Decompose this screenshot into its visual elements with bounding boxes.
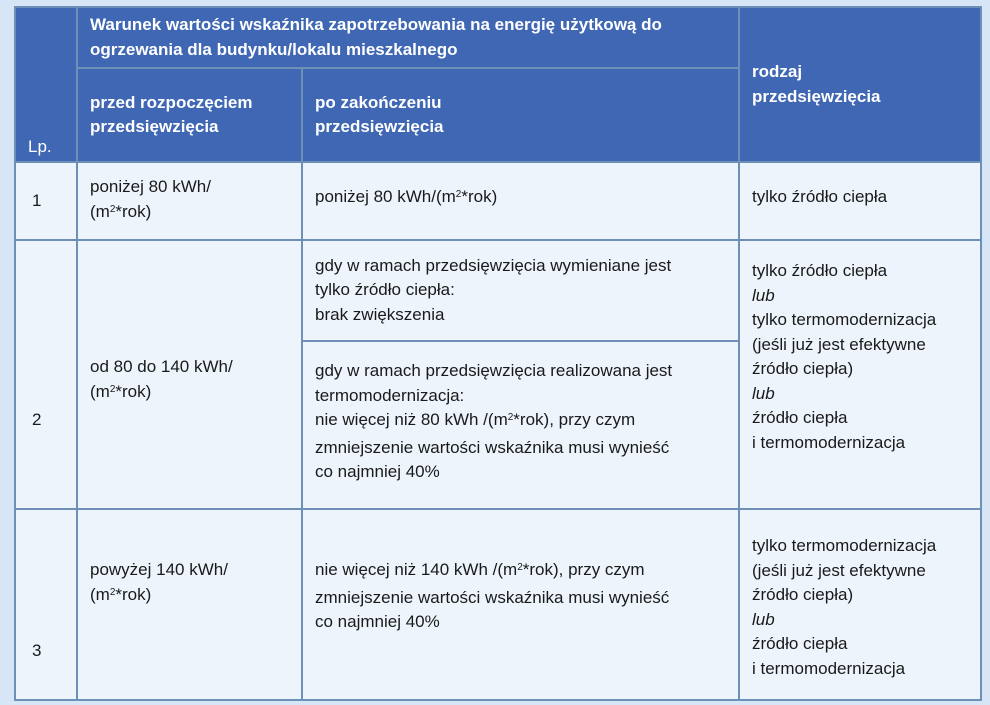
table-row bbox=[15, 162, 981, 240]
header-after-line: po zakończeniu bbox=[315, 92, 442, 112]
cell-line: powyżej 140 kWh/ bbox=[90, 560, 228, 579]
header-row-1 bbox=[15, 7, 981, 68]
cell-text: *rok), przy czym bbox=[522, 560, 645, 579]
cell-line: od 80 do 140 kWh/ bbox=[90, 357, 233, 376]
superscript: 2 bbox=[455, 189, 462, 200]
cell-text: nie więcej niż 80 kWh /(m bbox=[315, 410, 508, 429]
row-2-after-replacement bbox=[302, 240, 739, 341]
cell-line: termomodernizacja: bbox=[315, 385, 465, 405]
cell-text: (m bbox=[90, 381, 110, 401]
cell-line: lub bbox=[752, 609, 775, 629]
cell-line: co najmniej 40% bbox=[315, 462, 440, 481]
cell-line bbox=[90, 583, 289, 611]
cell-line bbox=[90, 200, 289, 228]
header-lp: Lp. bbox=[15, 7, 77, 162]
header-before bbox=[77, 68, 302, 162]
cell-line: gdy w ramach przedsięwzięcia realizowana jest bbox=[315, 361, 673, 380]
row-2-before bbox=[77, 240, 302, 509]
cell-line: tylko termomodernizacja bbox=[752, 536, 937, 555]
header-type bbox=[739, 7, 981, 162]
row-2-type bbox=[739, 240, 981, 509]
cell-line: tylko źródło ciepła bbox=[752, 261, 888, 280]
cell-line: tylko źródło ciepła: bbox=[315, 280, 455, 300]
table-container bbox=[14, 6, 980, 699]
cell-text: *rok) bbox=[115, 381, 152, 401]
superscript: 2 bbox=[517, 562, 523, 573]
header-type-line: rodzaj bbox=[752, 62, 803, 81]
cell-line: co najmniej 40% bbox=[315, 612, 440, 631]
table-row bbox=[15, 240, 981, 341]
row-3-lp: 3 bbox=[15, 509, 77, 700]
cell-line: źródło ciepła) bbox=[752, 359, 854, 378]
superscript: 2 bbox=[507, 412, 514, 423]
cell-line: lub bbox=[752, 285, 775, 305]
table-row bbox=[15, 509, 981, 700]
cell-line: zmniejszenie wartości wskaźnika musi wynieść bbox=[315, 587, 670, 607]
cell-line: i termomodernizacja bbox=[752, 658, 906, 678]
row-1-after bbox=[302, 162, 739, 240]
header-after bbox=[302, 68, 739, 162]
cell-line: poniżej 80 kWh/ bbox=[90, 177, 211, 196]
cell-line bbox=[315, 558, 726, 586]
cell-text: *rok) bbox=[461, 187, 498, 206]
row-3-type bbox=[739, 509, 981, 700]
cell-line bbox=[90, 380, 289, 408]
row-1-type bbox=[739, 162, 981, 240]
cell-line bbox=[315, 408, 726, 436]
cell-line: tylko źródło ciepła bbox=[752, 187, 888, 206]
cell-line bbox=[315, 185, 726, 213]
cell-line: tylko termomodernizacja bbox=[752, 310, 937, 329]
row-2-lp: 2 bbox=[15, 240, 77, 509]
row-1-before bbox=[77, 162, 302, 240]
cell-text: (m bbox=[90, 201, 110, 221]
header-type-line: przedsięwzięcia bbox=[752, 86, 881, 106]
cell-line: źródło ciepła bbox=[752, 408, 848, 427]
cell-line: i termomodernizacja bbox=[752, 432, 906, 452]
cell-line: źródło ciepła) bbox=[752, 585, 854, 604]
header-after-line: przedsięwzięcia bbox=[315, 117, 444, 136]
cell-text: *rok) bbox=[115, 201, 152, 221]
cell-text: (m bbox=[90, 584, 110, 604]
superscript: 2 bbox=[109, 586, 116, 598]
cell-text: nie więcej niż 140 kWh /(m bbox=[315, 560, 518, 579]
header-before-line: przedsięwzięcia bbox=[90, 117, 219, 136]
superscript: 2 bbox=[109, 203, 116, 215]
cell-line: gdy w ramach przedsięwzięcia wymieniane jest bbox=[315, 255, 672, 275]
row-1-lp: 1 bbox=[15, 162, 77, 240]
cell-line: źródło ciepła bbox=[752, 634, 848, 653]
cell-text: *rok), przy czym bbox=[513, 410, 636, 429]
cell-line: (jeśli już jest efektywne bbox=[752, 334, 926, 354]
cell-line: brak zwiększenia bbox=[315, 304, 445, 324]
cell-line: lub bbox=[752, 383, 775, 403]
cell-text: poniżej 80 kWh/(m bbox=[315, 187, 456, 206]
cell-line: (jeśli już jest efektywne bbox=[752, 560, 926, 580]
header-before-line: przed rozpoczęciem bbox=[90, 92, 253, 112]
superscript: 2 bbox=[109, 383, 116, 395]
header-condition: Warunek wartości wskaźnika zapotrzebowania na energię użytkową do ogrzewania dla budynku/lokalu mieszkalnego bbox=[77, 7, 739, 68]
conditions-table bbox=[14, 6, 982, 701]
cell-text: *rok) bbox=[115, 584, 152, 604]
row-3-after bbox=[302, 509, 739, 700]
row-2-after-termo bbox=[302, 341, 739, 509]
row-3-before bbox=[77, 509, 302, 700]
cell-line: zmniejszenie wartości wskaźnika musi wynieść bbox=[315, 437, 670, 457]
